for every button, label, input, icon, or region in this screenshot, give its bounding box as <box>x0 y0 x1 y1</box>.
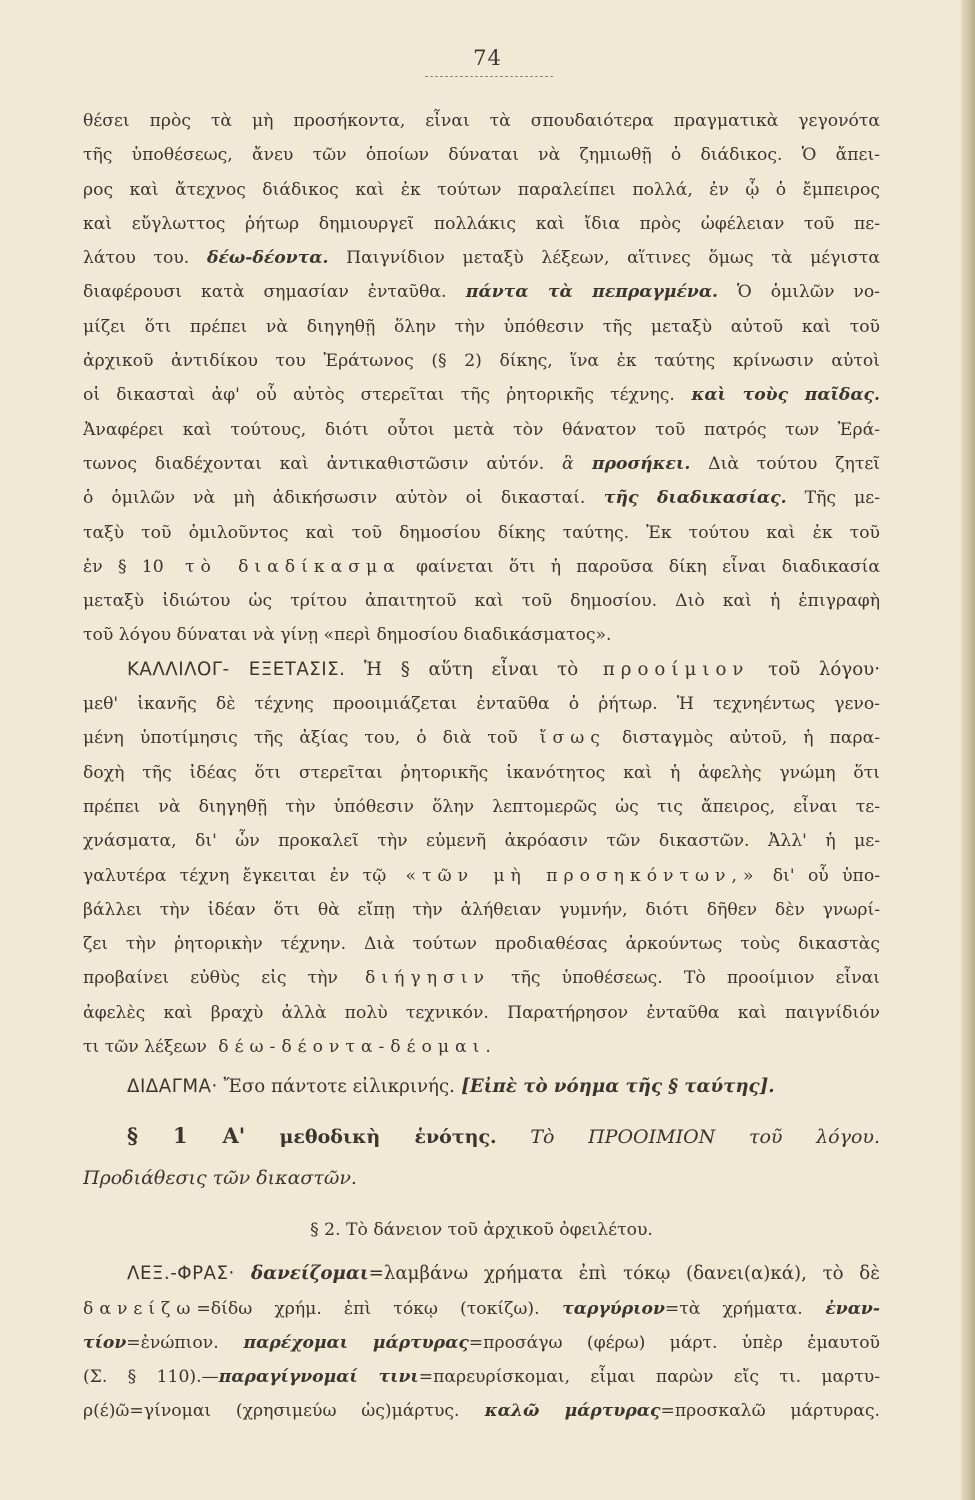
text-run: γαλυτέρα τέχνη ἔγκειται ἐν τῷ <box>83 865 387 886</box>
text-line: ἀρχικοῦ ἀντιδίκου του Ἐράτωνος (§ 2) δίκης, ἵνα ἐκ ταύτης κρίνωσιν αὐτοὶ <box>83 351 880 372</box>
text-line <box>83 721 880 755</box>
text-run: δισταγμὸς αὐτοῦ, ἡ παρα- <box>605 728 880 749</box>
text-line: καὶ εὔγλωττος ῥήτωρ δημιουργεῖ πολλάκις καὶ ἴδια πρὸς ὠφέλειαν τοῦ πε- <box>83 213 880 234</box>
spaced-term: «τῶν μὴ προσηκόντων,» <box>386 865 760 886</box>
text-run: =ἐνώπιον. <box>126 1332 219 1353</box>
page-number-rule <box>425 76 553 77</box>
lemma: προσήκει. <box>573 453 691 474</box>
text-line <box>83 653 880 687</box>
text-run: ὁ ὁμιλῶν νὰ μὴ ἀδικήσωσιν αὐτὸν οἱ δικασταί. <box>83 488 586 509</box>
text-run: μεθοδικὴ ἑνότης. <box>245 1125 497 1148</box>
text-line <box>83 859 880 893</box>
text-run: Ὁ ὁμιλῶν νο- <box>718 282 880 303</box>
text-run: =τὰ χρήματα. <box>664 1298 803 1319</box>
text-run: οἱ δικασταὶ ἀφ' οὗ αὐτὸς στερεῖται τῆς ῥητορικῆς τέχνης. <box>83 385 675 406</box>
text-line: μεταξὺ ἰδιώτου ὡς τρίτου ἀπαιτητοῦ καὶ τοῦ δημοσίου. Διὸ καὶ ἡ ἐπιγραφὴ <box>83 591 880 612</box>
text-line: θέσει πρὸς τὰ μὴ προσήκοντα, εἶναι τὰ σπουδαιότερα πραγματικὰ γεγονότα <box>83 111 880 131</box>
text-line <box>83 1257 880 1291</box>
text-run: δι' οὗ ὑπο- <box>759 865 880 886</box>
spaced-term: δέω-δέοντα-δέομαι. <box>206 1037 497 1058</box>
lemma: τίον <box>83 1332 127 1353</box>
text-line: χνάσματα, δι' ὧν προκαλεῖ τὴν εὐμενῆ ἀκρόασιν τῶν δικαστῶν. Ἀλλ' ἡ με- <box>83 831 880 852</box>
text-line <box>83 961 880 995</box>
text-line: μεθ' ἱκανῆς δὲ τέχνης προοιμιάζεται ἐνταῦθα ὁ ῥήτωρ. Ἡ τεχνηέντως γενο- <box>83 694 880 715</box>
lemma: ταργύριον <box>539 1298 665 1319</box>
text-line <box>83 1070 880 1104</box>
lemma: παραγίγνομαί τινι <box>218 1367 419 1388</box>
spaced-term: ἴσως <box>517 728 606 749</box>
text-run: ρ(έ)ῶ=γίνομαι (χρησιμεύω ὡς)μάρτυς. <box>83 1401 460 1422</box>
text-run: τι τῶν λέξεων <box>83 1037 207 1058</box>
text-run: λάτου του. <box>83 248 190 269</box>
lemma: δανείζομαι <box>234 1263 369 1285</box>
text-run: =προσάγω (φέρω) μάρτ. ὑπὲρ ἐμαυτοῦ <box>468 1332 880 1353</box>
text-line <box>83 275 880 309</box>
lemma: πάντα τὰ πεπραγμένα. <box>446 282 719 303</box>
body-text <box>83 104 880 1429</box>
text-run: =λαμβάνω χρήματα ἐπὶ τόκῳ (δανει(α)κά), τὸ δὲ <box>368 1263 880 1285</box>
text-line <box>83 1326 880 1360</box>
text-run: μένη ὑποτίμησις τῆς ἀξίας του, ὁ διὰ τοῦ <box>83 728 518 749</box>
page-edge <box>961 0 975 1500</box>
text-line: μίζει ὅτι πρέπει νὰ διηγηθῇ ὅλην τὴν ὑπόθεσιν τῆς μεταξὺ αὐτοῦ καὶ τοῦ <box>83 316 880 337</box>
exercise-note: [Εἰπὲ τὸ νόημα τῆς § ταύτης]. <box>454 1076 775 1098</box>
text-line: τοῦ λόγου δύναται νὰ γίνῃ «περὶ δημοσίου διαδικάσματος». <box>83 625 612 646</box>
page-number: 74 <box>473 46 502 70</box>
text-line <box>83 241 880 275</box>
section-heading <box>83 1105 880 1161</box>
lemma: παρέχομαι μάρτυρας <box>218 1332 469 1353</box>
text-run: =παρευρίσκομαι, εἶμαι παρὼν εἴς τι. μαρτυ- <box>418 1367 880 1388</box>
text-line: ζει τὴν ῥητορικὴν τέχνην. Διὰ τούτων προδιαθέσας ἀρκούντως τοὺς δικαστὰς <box>83 934 880 955</box>
lemma: δέω-δέοντα. <box>206 248 329 269</box>
text-line <box>83 550 880 584</box>
text-run: τοῦ λόγου· <box>749 658 880 680</box>
text-run: τῆς ὑποθέσεως. Τὸ προοίμιον εἶναι <box>489 968 880 989</box>
spaced-term: τὸ διαδίκασμα <box>163 556 401 577</box>
lemma: τῆς διαδικασίας. <box>585 488 787 509</box>
text-line: ρος καὶ ἄτεχνος διάδικος καὶ ἐκ τούτων παραλείπει πολλά, ἐν ᾧ ὁ ἔμπειρος <box>83 179 880 200</box>
spaced-term: δανείζω <box>83 1298 197 1319</box>
text-line: βάλλει τὴν ἰδέαν ὅτι θὰ εἴπῃ τὴν ἀλήθειαν γυμνήν, διότι δῆθεν δὲν γνωρί- <box>83 899 880 920</box>
text-run: =δίδω χρήμ. ἐπὶ τόκῳ (τοκίζω). <box>196 1298 540 1319</box>
text-run: προβαίνει εὐθὺς εἰς τὴν <box>83 968 338 989</box>
text-line <box>83 1030 880 1064</box>
text-line <box>83 1394 880 1428</box>
spaced-term: διήγησιν <box>337 968 490 989</box>
text-line: ἀφελὲς καὶ βραχὺ ἀλλὰ πολὺ τεχνικόν. Παρατήρησον ἐνταῦθα καὶ παιγνίδιόν <box>83 1002 880 1023</box>
section-label: ΔΙΔΑΓΜΑ· <box>127 1076 218 1098</box>
text-run: Παιγνίδιον μεταξὺ λέξεων, αἵτινες ὅμως τὰ μέγιστα <box>328 248 880 269</box>
spaced-term: προοίμιον <box>578 658 750 680</box>
text-run: Ἡ § αὕτη εἶναι τὸ <box>345 658 579 680</box>
lemma: ἐναν- <box>802 1298 880 1319</box>
text-line <box>83 378 880 412</box>
section-number: § 1 Α' <box>127 1122 246 1148</box>
text-run: (Σ. § 110).— <box>83 1367 219 1388</box>
text-line: πρέπει νὰ διηγηθῇ τὴν ὑπόθεσιν ὅλην λεπτομερῶς ὡς τις ἄπειρος, εἶναι τε- <box>83 796 880 817</box>
text-line: δοχὴ τῆς ἰδέας ὅτι στερεῖται ῥητορικῆς ἱκανότητος καὶ ἡ ἀφελὴς γνώμη ὅτι <box>83 762 880 783</box>
text-line: τῆς ὑποθέσεως, ἄνευ τῶν ὁποίων δύναται νὰ ζημιωθῇ ὁ διάδικος. Ὁ ἄπει- <box>83 145 880 166</box>
text-line <box>83 481 880 515</box>
subsection-heading: § 2. Τὸ δάνειον τοῦ ἀρχικοῦ ὀφειλέτου. <box>310 1219 653 1240</box>
text-line <box>83 1360 880 1394</box>
section-title: Τὸ ΠΡΟΟΙΜΙΟΝ τοῦ λόγου. <box>496 1125 880 1148</box>
text-run: φαίνεται ὅτι ἡ παροῦσα δίκη εἶναι διαδικασία <box>400 556 880 577</box>
text-run: Ἔσο πάντοτε εἰλικρινής. <box>217 1076 455 1098</box>
lemma: καὶ τοὺς παῖδας. <box>674 385 880 406</box>
text-run: τωνος διαδέχονται καὶ ἀντικαθιστῶσιν αὐτόν. <box>83 453 545 474</box>
section-label: ΚΑΛΛΙΛΟΓ- ΕΞΕΤΑΣΙΣ. <box>127 658 346 680</box>
text-run: Διὰ τούτου ζητεῖ <box>690 453 880 474</box>
text-line <box>83 447 880 481</box>
text-run: =προσκαλῶ μάρτυρας. <box>660 1401 880 1422</box>
lemma: καλῶ μάρτυρας <box>459 1401 661 1422</box>
text-line: Ἀναφέρει καὶ τούτους, διότι οὗτοι μετὰ τὸν θάνατον τοῦ πατρός των Ἐρά- <box>83 419 880 440</box>
text-run: Τῆς με- <box>786 488 880 509</box>
section-subtitle: Προδιάθεσις τῶν δικαστῶν. <box>83 1166 357 1189</box>
text-run: ἃ <box>544 453 574 474</box>
section-label: ΛΕΞ.-ΦΡΑΣ· <box>127 1263 235 1285</box>
text-run: διαφέρουσι κατὰ σημασίαν ἐνταῦθα. <box>83 282 447 303</box>
text-line <box>83 1292 880 1326</box>
text-line: ταξὺ τοῦ ὁμιλοῦντος καὶ τοῦ δημοσίου δίκης ταύτης. Ἐκ τούτου καὶ ἐκ τοῦ <box>83 522 880 543</box>
text-run: ἐν § 10 <box>83 556 164 577</box>
